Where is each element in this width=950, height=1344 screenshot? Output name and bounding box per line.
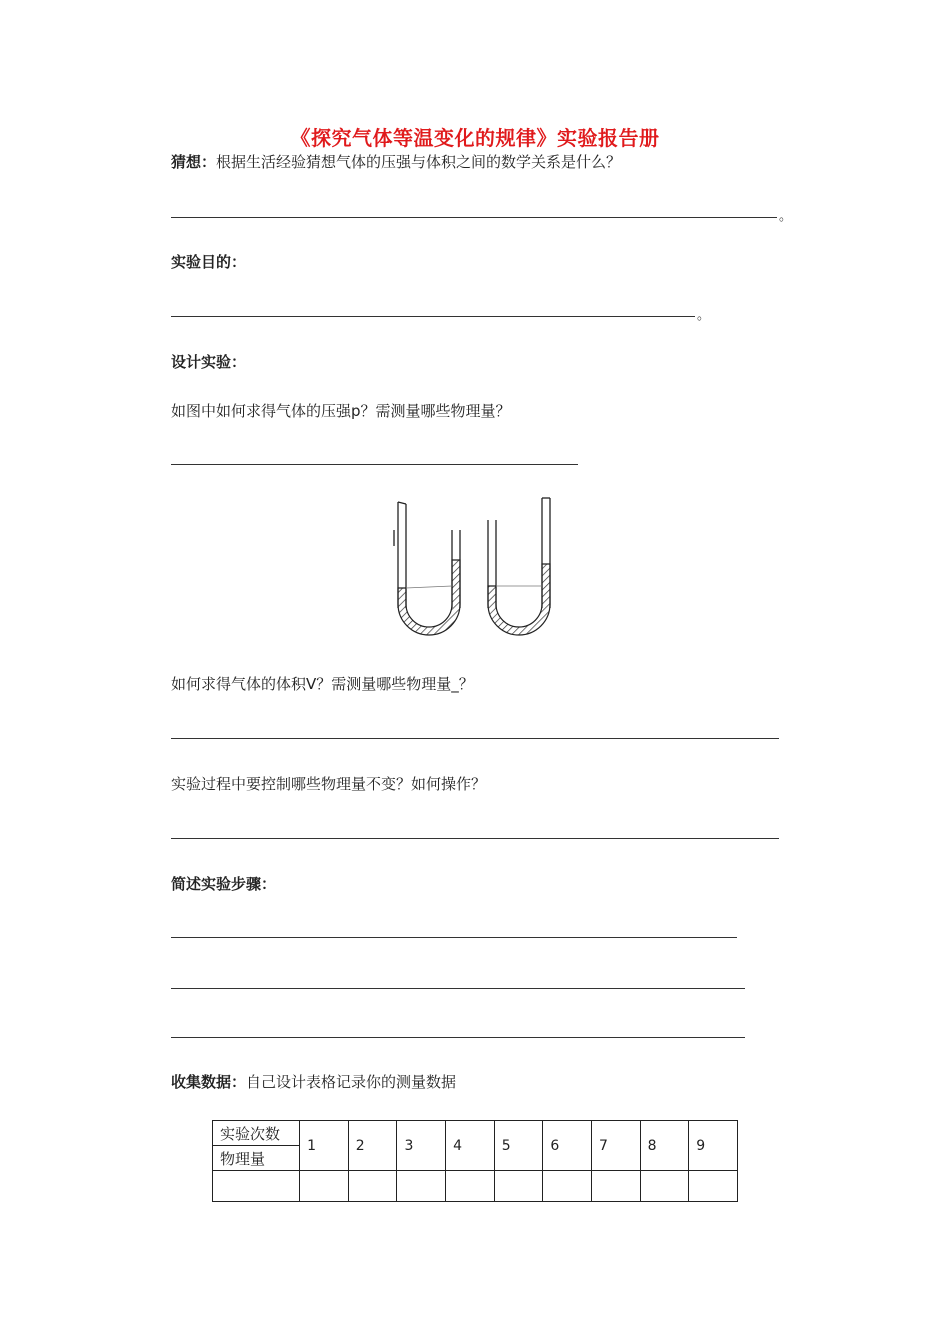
collect-paragraph (171, 1072, 456, 1092)
purpose-answer-line[interactable] (171, 316, 695, 317)
table-header-row (213, 1121, 738, 1146)
column-header: 3 (397, 1121, 446, 1171)
data-table (212, 1120, 738, 1202)
page-title: 《探究气体等温变化的规律》实验报告册 (290, 126, 660, 150)
table-cell[interactable] (446, 1171, 495, 1202)
collect-instruction: 自己设计表格记录你的测量数据 (246, 1073, 457, 1091)
column-header: 4 (446, 1121, 495, 1171)
column-header: 1 (300, 1121, 349, 1171)
guess-question: 根据生活经验猜想气体的压强与体积之间的数学关系是什么？ (216, 153, 622, 171)
table-cell[interactable] (397, 1171, 446, 1202)
table-cell[interactable] (300, 1171, 349, 1202)
design-label: 设计实验： (171, 353, 247, 371)
guess-label: 猜想： (171, 153, 217, 171)
table-cell[interactable] (494, 1171, 543, 1202)
table-cell[interactable] (543, 1171, 592, 1202)
steps-answer-line-2[interactable] (171, 988, 745, 989)
left-u-tube (394, 502, 460, 635)
purpose-end-mark: 。 (697, 308, 711, 323)
header-physical-quantity: 物理量 (213, 1146, 300, 1171)
pressure-answer-line[interactable] (171, 464, 578, 465)
steps-answer-line-1[interactable] (171, 937, 737, 938)
right-u-tube (488, 498, 550, 635)
table-row (213, 1171, 738, 1202)
guess-answer-line[interactable] (171, 217, 777, 218)
column-header: 9 (689, 1121, 738, 1171)
guess-end-mark: 。 (779, 209, 793, 224)
steps-label: 简述实验步骤： (171, 875, 277, 893)
control-answer-line[interactable] (171, 838, 779, 839)
table-cell[interactable] (592, 1171, 641, 1202)
guess-paragraph (171, 152, 621, 172)
collect-label: 收集数据： (171, 1073, 247, 1091)
volume-answer-line[interactable] (171, 738, 779, 739)
steps-answer-line-3[interactable] (171, 1037, 745, 1038)
column-header: 5 (494, 1121, 543, 1171)
u-tube-diagram (380, 490, 570, 640)
pressure-question: 如图中如何求得气体的压强p？需测量哪些物理量？ (171, 402, 511, 420)
table-cell[interactable] (689, 1171, 738, 1202)
table-cell[interactable] (640, 1171, 689, 1202)
column-header: 6 (543, 1121, 592, 1171)
column-header: 8 (640, 1121, 689, 1171)
table-cell[interactable] (213, 1171, 300, 1202)
column-header: 7 (592, 1121, 641, 1171)
control-question: 实验过程中要控制哪些物理量不变？如何操作？ (171, 775, 487, 793)
volume-question: 如何求得气体的体积V？需测量哪些物理量_？ (171, 675, 474, 693)
column-header: 2 (348, 1121, 397, 1171)
table-cell[interactable] (348, 1171, 397, 1202)
header-trial-count: 实验次数 (213, 1121, 300, 1146)
purpose-label: 实验目的： (171, 253, 247, 271)
